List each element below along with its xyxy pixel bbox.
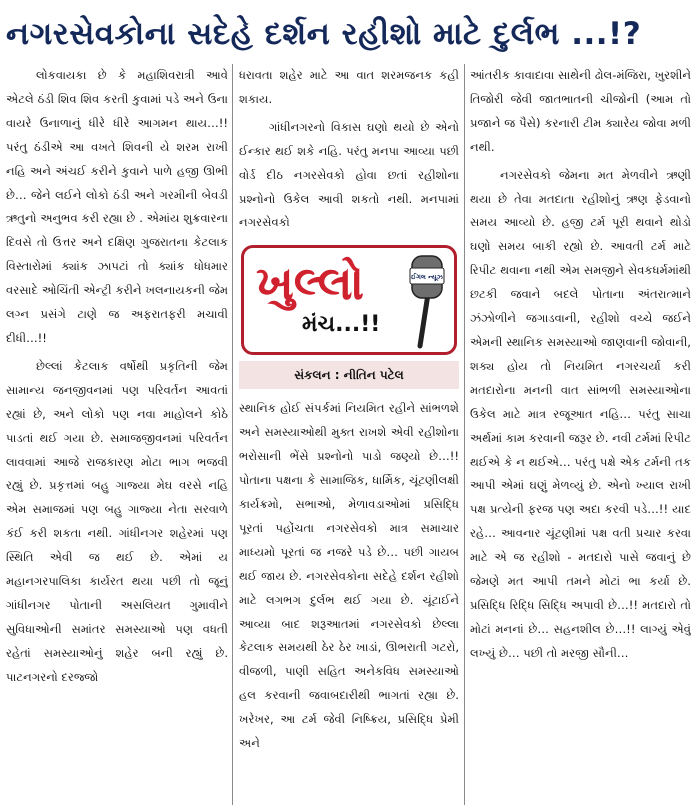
paragraph: ધરાવતા શહેર માટે આ વાત શરમજનક કહી શકાય. <box>239 68 459 106</box>
compiler-credit: સંકલન : નીતિન પટેલ <box>239 361 459 389</box>
paragraph: સ્થાનિક હોઈ સંપર્કમાં નિયમિત રહીને સાંભળશે અને સમસ્યાઓથી મુક્ત રાખશે એવી રહીશોના ભરોસાની ભેંસે પ્રશ્નોનો પાડો જણ્યો છે…!! પોતાના પક્ષના કે સામાજિક, ધાર્મિક, ચૂંટણીલક્ષી કાર્યક્રમો, સભાઓ, મેળાવડાઓમાં પ્રસિદ્ધિ પૂરતાં પહોંચતા નગરસેવકો માત્ર સમાચાર માધ્યમો પૂરતાં જ નજરે પડે છે… પછી ગાયબ થઈ જાય છે. નગરસેવકોના સદેહે દર્શન રહીશો માટે લગભગ દુર્લભ થઈ ગયા છે. ચૂંટાઈને આવ્યા બાદ શરૂઆતમાં નગરસેવકો છેલ્લા કેટલાક સમયથી ઠેર ઠેર ખાડાં, ઊભરાતી ગટરો, વીજળી, પાણી સહિત અનેકવિધ સમસ્યાઓ હલ કરવાની જવાબદારીથી ભાગતાં રહ્યા છે. ખરેખર, આ ટર્મ જેવી નિષ્ક્રિય, પ્રસિદ્ધિ પ્રેમી અને <box>239 401 459 751</box>
column-divider <box>232 64 233 805</box>
microphone-icon <box>390 254 446 350</box>
article-column-2 <box>239 64 459 811</box>
paragraph: ગાંધીનગરનો વિકાસ ઘણો થયો છે એનો ઈન્કાર થઈ શકે નહિ. પરંતુ મનપા આવ્યા પછી વોર્ડ દીઠ નગરસેવકો હોવા છતાં રહીશોના પ્રશ્નોનો ઉકેલ આવી શકતો નથી. મનપામાં નગરસેવકો <box>239 119 459 230</box>
headline: નગરસેવકોના સદેહે દર્શન રહીશો માટે દુર્લભ ...!? <box>6 16 642 52</box>
logo-subtitle: મંચ...!! <box>302 312 381 338</box>
paragraph: લોકવાયકા છે કે મહાશિવરાત્રી આવે એટલે ઠંડી શિવ શિવ કરતી કુવામાં પડે અને ઉના વાયરે ઉનાળાનું ધીરે ધીરે આગમન થાય…!! પરંતુ ઠંડીએ આ વખતે શિવની યે શરમ રાખી નહિ અને અંચઈ કરીને કુવાને પાળે હજી ઊભી છે… જેને લઈને લોકો ઠંડી અને ગરમીની બેવડી ઋતુનો અનુભવ કરી રહ્યા છે . એમાંય શુક્રવારના દિવસે તો ઉત્તર અને દક્ષિણ ગુજરાતના કેટલાક વિસ્તારોમાં ક્યાંક ઝાપટાં તો ક્યાંક ધોધમાર વરસાદે ઓચિંતી એન્ટ્રી કરીને ખલનાયકની જેમ લગ્ન પ્રસંગે ટાણે જ અફરાતફરી મચાવી દીધી…!! <box>6 68 228 345</box>
column-divider <box>464 64 465 805</box>
khullo-manch-logo <box>241 245 457 355</box>
article-column-3 <box>470 64 691 811</box>
paragraph: આંતરીક કાવાદાવા સાથેની ઢોલ-મંજિરા, ખુરશીને તિજોરી જેવી જાતભાતની ચીજોની (આમ તો પ્રજાને જ પૈસે) કરનારી ટીમ ક્યારેય જોવા મળી નથી. <box>470 68 691 154</box>
mic-label: ઈગલ ન્યૂઝ <box>411 273 443 282</box>
paragraph: છેલ્લાં કેટલાક વર્ષોથી પ્રકૃતિની જેમ સામાન્ય જનજીવનમાં પણ પરિવર્તન આવતાં રહ્યાં છે, અને લોકો પણ નવા માહોલને કોઠે પાડતાં થઈ ગયા છે. સમાજજીવનમાં પરિવર્તન લાવવામાં આજે રાજકારણ મોટા ભાગ ભજવી રહ્યું છે. પ્રકૃત્તમાં બહુ ગાજ્યા મેઘ વરસે નહિ એમ સમાજમાં પણ બહુ ગાજ્યા નેતા સરવાળે કંઈ કરી શકતા નથી. ગાંધીનગર શહેરમાં પણ સ્થિતિ એવી જ થઈ છે. એમાં ય મહાનગરપાલિકા કાર્યરત થયા પછી તો જૂનું ગાંધીનગર પોતાની અસલિયત ગુમાવીને સુવિધાઓની સમાંતર સમસ્યાઓ પણ વધતી રહેતાં સમસ્યાઓનું શહેર બની રહ્યું છે. પાટનગરનો દરજ્જો <box>6 358 228 684</box>
paragraph: નગરસેવકો જેમના મત મેળવીને ઋણી થયા છે તેવા મતદાતા રહીશોનું ઋણ ફેડવાનો સમય આવ્યો છે. હજી ટર્મ પૂરી થવાને થોડો ઘણો સમય બાકી રહ્યો છે. આવતી ટર્મ માટે રિપીટ થવાના નથી એમ સમજીને સેવકધર્મમાંથી છટકી જવાને બદલે પોતાના અંતરાત્માને ઝંઝોળીને જગાડવાની, રહીશો વચ્ચે જઈને એમની સ્થાનિક સમસ્યાઓ જાણવાની જોવાની, શક્ય હોય તો નિયમિત નગરચર્યા કરી મતદારોના મનની વાત સાંભળી સમસ્યાઓના ઉકેલ માટે માત્ર રજૂઆત નહિ… પરંતુ સાચા અર્થમાં કામ કરવાની જરૂર છે. નવી ટર્મમાં રિપીટ થઈએ કે ન થઈએ… પરંતુ પક્ષે એક ટર્મની તક આપી એમાં ઘણું મેળવ્યું છે. એનો ખ્યાલ રાખી પક્ષ પ્રત્યેની ફરજ પણ અદા કરવી પડે…!! યાદ રહે… આવનાર ચૂંટણીમાં પક્ષ વતી પ્રચાર કરવા માટે એ જ રહીશો - મતદારો પાસે જવાનું છે જેમણે મત આપી તમને મોટાં ભા કર્યા છે. પ્રસિદ્ધિ રિદ્ધિ સિદ્ધિ અપાવી છે…!! મતદારો તો મોટાં મનનાં છે… સહનશીલ છે…!! લાગ્યું એવું લખ્યું છે… પછી તો મરજી સૌની… <box>470 167 691 660</box>
article-column-1 <box>6 64 228 811</box>
logo-title: ખુલ્લો <box>256 256 365 311</box>
